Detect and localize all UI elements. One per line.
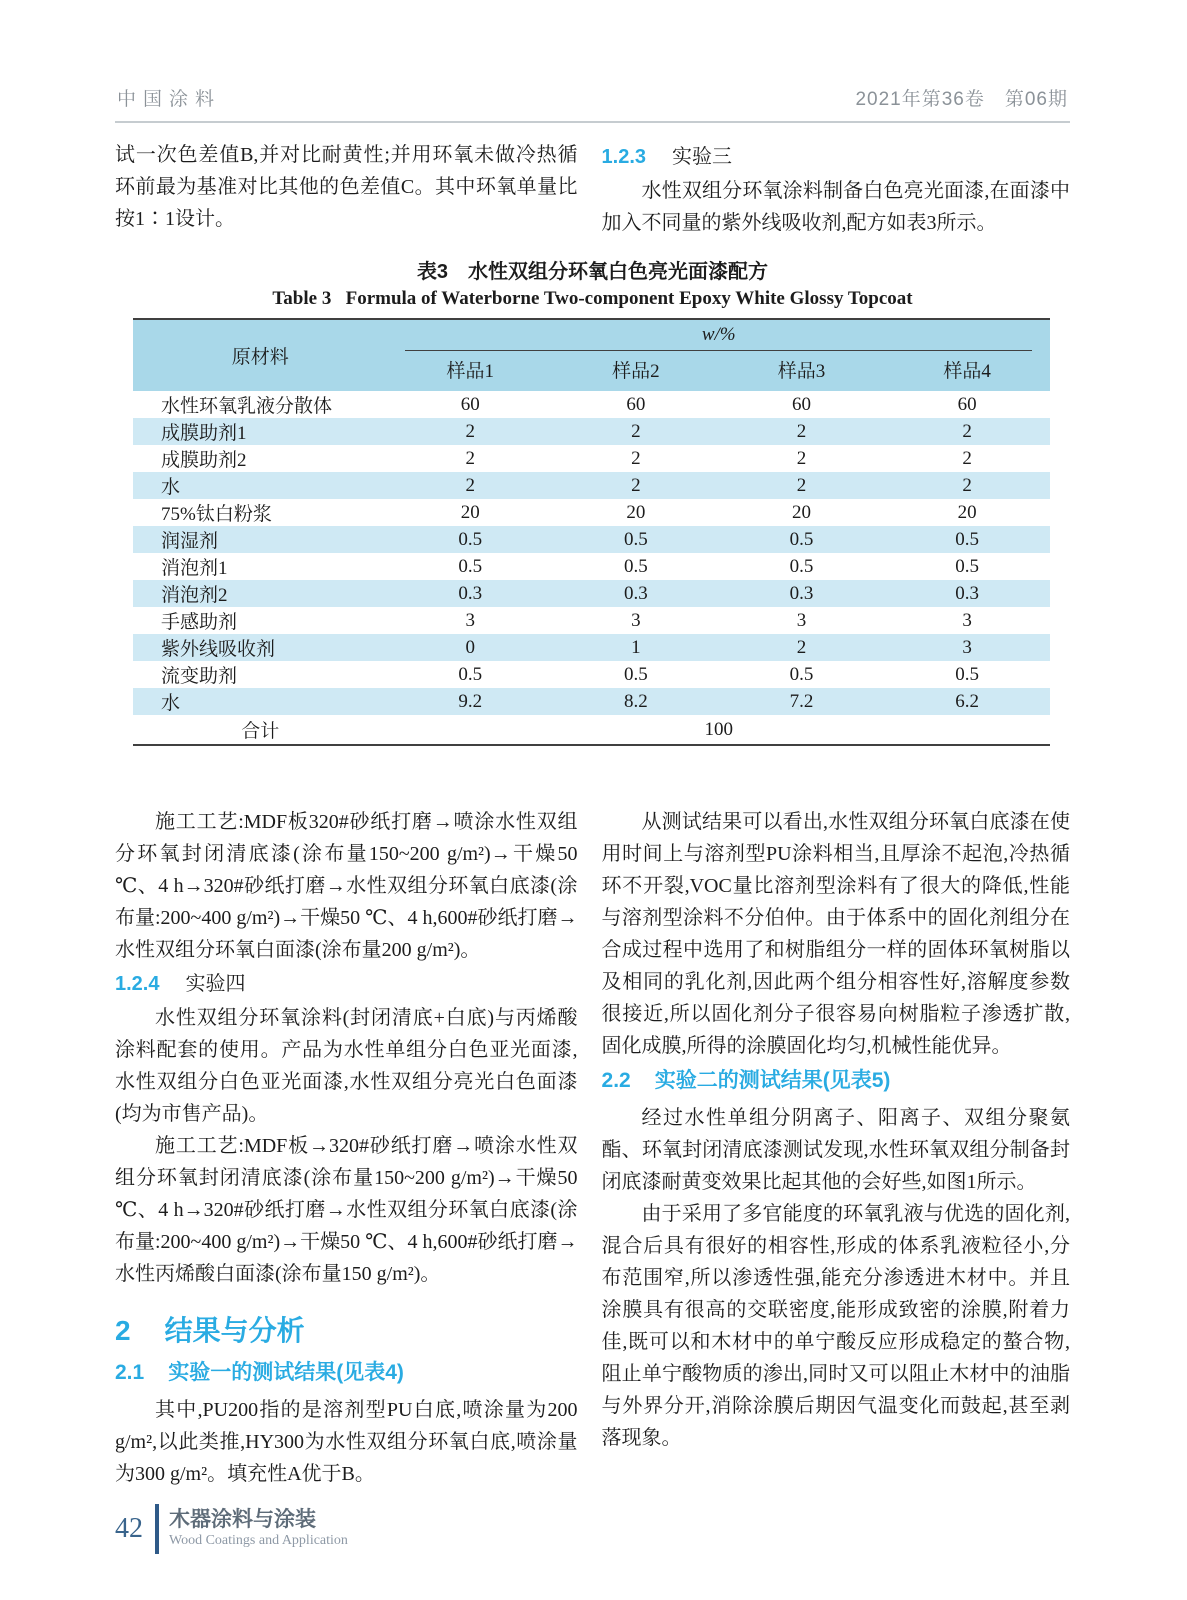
- issue-info: 2021年第36卷 第06期: [855, 89, 1068, 110]
- value-cell: 2: [631, 447, 641, 469]
- section-title: 实验二的测试结果(见表5): [654, 1069, 891, 1092]
- table-title-zh: 表3 水性双组分环氧白色亮光面漆配方: [416, 261, 769, 283]
- value-cell: 0.3: [955, 582, 980, 604]
- section-title: 实验三: [672, 146, 732, 168]
- value-cell: 60: [792, 393, 812, 415]
- top-left-column: [115, 139, 578, 239]
- value-cell: 0.5: [955, 555, 980, 577]
- value-cell: 9.2: [458, 690, 483, 712]
- value-cell: 8.2: [624, 690, 648, 712]
- total-value-cell: 100: [387, 715, 1050, 745]
- section-number: 2.1: [115, 1361, 145, 1384]
- top-columns: [115, 139, 1070, 239]
- table-row: [133, 418, 1050, 445]
- value-cell: 2: [465, 420, 476, 442]
- paragraph-continued: 试一次色差值B,并对比耐黄性;并用环氧未做冷热循环前最为基准对比其他的色差值C。其中环氧单量比按1∶1设计。: [115, 144, 578, 230]
- material-cell: 紫外线吸收剂: [161, 639, 276, 660]
- value-cell: 1: [631, 636, 641, 658]
- value-cell: 2: [465, 447, 476, 469]
- value-cell: 3: [465, 609, 476, 631]
- footer-column-en: Wood Coatings and Application: [169, 1533, 348, 1548]
- table-total-row: [133, 715, 1050, 745]
- bottom-columns: [115, 806, 1070, 1490]
- table-row: [133, 472, 1050, 499]
- table-head: [133, 319, 1050, 391]
- footer-column-info: [169, 1508, 348, 1550]
- material-cell: 水: [161, 693, 181, 714]
- group-header-cell: [387, 319, 1050, 351]
- section-title: 结果与分析: [164, 1315, 305, 1346]
- total-label-cell: 合计: [133, 715, 387, 745]
- value-cell: 0.5: [789, 528, 814, 550]
- value-cell: 6.2: [955, 690, 980, 712]
- material-cell: 消泡剂1: [161, 558, 228, 579]
- material-cell: 水: [161, 477, 181, 498]
- value-cell: 20: [460, 501, 480, 523]
- value-cell: 0: [465, 636, 476, 658]
- value-cell: 0.3: [789, 582, 814, 604]
- table-row: [133, 607, 1050, 634]
- section-number: 1.2.4: [115, 973, 160, 995]
- material-cell: 成膜助剂1: [161, 423, 247, 444]
- bottom-right-column: [602, 806, 1070, 1490]
- table-block: [115, 255, 1070, 746]
- section-number: 2.2: [601, 1069, 631, 1092]
- value-cell: 0.5: [458, 663, 483, 685]
- bottom-left-column: [115, 806, 578, 1490]
- table-title-en: Table 3 Formula of Waterborne Two-component Epoxy White Glossy Topcoat: [272, 288, 913, 309]
- footer-divider-bar: [155, 1504, 159, 1554]
- material-cell: 75%钛白粉浆: [161, 504, 272, 525]
- table-row: [133, 553, 1050, 580]
- paragraph-discussion3: 由于采用了多官能度的环氧乳液与优选的固化剂,混合后具有很好的相容性,形成的体系乳液粒径小,分布范围窄,所以渗透性强,能充分渗透进木材中。并且涂膜具有很高的交联密度,能形成致密的涂膜,附着力佳,既可以和木材中的单宁酸反应形成稳定的螯合物,阻止单宁酸物质的渗出,同时又可以阻止木材中的油脂与外界分开,消除涂膜后期因气温变化而鼓起,甚至剥落现象。: [601, 1203, 1070, 1449]
- value-cell: 20: [957, 501, 977, 523]
- value-cell: 2: [796, 420, 807, 442]
- table-row: [133, 499, 1050, 526]
- value-cell: 0.5: [624, 528, 648, 550]
- material-cell: 手感助剂: [161, 612, 238, 633]
- value-cell: 2: [962, 420, 972, 442]
- paragraph-discussion2: 经过水性单组分阴离子、阳离子、双组分聚氨酯、环氧封闭清底漆测试发现,水性环氧双组分制备封闭底漆耐黄变效果比起其他的会好些,如图1所示。: [601, 1107, 1070, 1193]
- value-cell: 0.5: [458, 528, 483, 550]
- value-cell: 60: [626, 393, 646, 415]
- value-cell: 0.5: [624, 663, 648, 685]
- table-row: [133, 391, 1050, 418]
- value-cell: 0.5: [458, 555, 483, 577]
- paragraph-experiment3: 水性双组分环氧涂料制备白色亮光面漆,在面漆中加入不同量的紫外线吸收剂,配方如表3所示。: [601, 180, 1070, 234]
- value-cell: 0.5: [624, 555, 648, 577]
- table-body: [133, 391, 1050, 745]
- section-title: 实验一的测试结果(见表4): [168, 1361, 404, 1384]
- material-cell: 润湿剂: [161, 531, 219, 552]
- paragraph-experiment4: 水性双组分环氧涂料(封闭清底+白底)与丙烯酸涂料配套的使用。产品为水性单组分白色亚光面漆,水性双组分白色亚光面漆,水性双组分亮光白色面漆(均为市售产品)。: [115, 1007, 578, 1125]
- table-row: [133, 634, 1050, 661]
- sample-header: 样品3: [719, 351, 885, 391]
- value-cell: 3: [962, 636, 972, 658]
- paragraph-result1: 其中,PU200指的是溶剂型PU白底,喷涂量为200 g/m²,以此类推,HY300为水性双组分环氧白底,喷涂量为300 g/m²。填充性A优于B。: [115, 1399, 578, 1485]
- value-cell: 3: [796, 609, 807, 631]
- value-cell: 0.5: [789, 663, 814, 685]
- value-cell: 3: [962, 609, 972, 631]
- page-header: [115, 0, 1070, 123]
- footer-column-zh: 木器涂料与涂装: [169, 1508, 316, 1531]
- table-row: [133, 526, 1050, 553]
- value-cell: 7.2: [789, 690, 814, 712]
- section-number: 2: [115, 1315, 131, 1346]
- journal-title: 中国涂料: [117, 89, 222, 110]
- value-cell: 60: [460, 393, 480, 415]
- value-cell: 2: [465, 474, 476, 496]
- section-heading-2-2: [602, 1066, 1070, 1096]
- section-number: 1.2.3: [601, 146, 646, 168]
- value-cell: 20: [792, 501, 812, 523]
- page-content: [115, 139, 1070, 1490]
- section-heading-2: [115, 1314, 578, 1348]
- material-header-cell: 原材料: [133, 319, 387, 391]
- value-cell: 2: [962, 474, 972, 496]
- paragraph-process1: 施工工艺:MDF板320#砂纸打磨→喷涂水性双组分环氧封闭清底漆(涂布量150~200 g/m²)→干燥50 ℃、4 h→320#砂纸打磨→水性双组分环氧白底漆(涂布量:200~400 g/m²)→干燥50 ℃、4 h,600#砂纸打磨→水性双组分环氧白面漆(涂布量200 g/m²)。: [115, 811, 578, 961]
- value-cell: 2: [962, 447, 972, 469]
- sample-header: 样品1: [387, 351, 553, 391]
- sample-header: 样品4: [884, 351, 1050, 391]
- formula-table: [133, 318, 1050, 746]
- table-row: [133, 445, 1050, 472]
- section-title: 实验四: [185, 973, 246, 995]
- section-heading-1-2-4: [115, 968, 578, 1000]
- value-cell: 2: [631, 474, 641, 496]
- value-cell: 20: [626, 501, 646, 523]
- value-cell: 2: [631, 420, 641, 442]
- value-cell: 2: [796, 474, 807, 496]
- value-cell: 3: [631, 609, 641, 631]
- section-heading-2-1: [115, 1358, 578, 1388]
- table-row: [133, 661, 1050, 688]
- table-header-row-group: [133, 319, 1050, 351]
- value-cell: 0.5: [789, 555, 814, 577]
- material-cell: 水性环氧乳液分散体: [161, 396, 333, 417]
- top-right-column: [602, 139, 1070, 239]
- value-cell: 2: [796, 447, 807, 469]
- value-cell: 0.3: [458, 582, 483, 604]
- value-cell: 0.5: [955, 528, 980, 550]
- material-cell: 消泡剂2: [161, 585, 228, 606]
- value-cell: 60: [957, 393, 977, 415]
- section-heading-1-2-3: [602, 141, 1070, 173]
- table-row: [133, 580, 1050, 607]
- material-cell: 流变助剂: [161, 666, 238, 687]
- value-cell: 0.5: [955, 663, 980, 685]
- paragraph-process2: 施工工艺:MDF板→320#砂纸打磨→喷涂水性双组分环氧封闭清底漆(涂布量150~200 g/m²)→干燥50 ℃、4 h→320#砂纸打磨→水性双组分环氧白底漆(涂布量:200~400 g/m²)→干燥50 ℃、4 h,600#砂纸打磨→水性丙烯酸白面漆(涂布量150 g/m²)。: [115, 1135, 578, 1285]
- value-cell: 0.3: [624, 582, 648, 604]
- table-row: [133, 688, 1050, 715]
- paragraph-discussion1: 从测试结果可以看出,水性双组分环氧白底漆在使用时间上与溶剂型PU涂料相当,且厚涂不起泡,冷热循环不开裂,VOC量比溶剂型涂料有了很大的降低,性能与溶剂型涂料不分伯仲。由于体系中的固化剂组分在合成过程中选用了和树脂组分一样的固体环氧树脂以及相同的乳化剂,因此两个组分相容性好,溶解度参数很接近,所以固化剂分子很容易向树脂粒子渗透扩散,固化成膜,所得的涂膜固化均匀,机械性能优异。: [601, 811, 1070, 1057]
- sample-header: 样品2: [553, 351, 719, 391]
- material-cell: 成膜助剂2: [161, 450, 247, 471]
- value-cell: 2: [796, 636, 807, 658]
- page-footer: [115, 1504, 348, 1554]
- group-header-label: w/%: [405, 320, 1032, 351]
- footer-page-number: 42: [115, 1513, 143, 1544]
